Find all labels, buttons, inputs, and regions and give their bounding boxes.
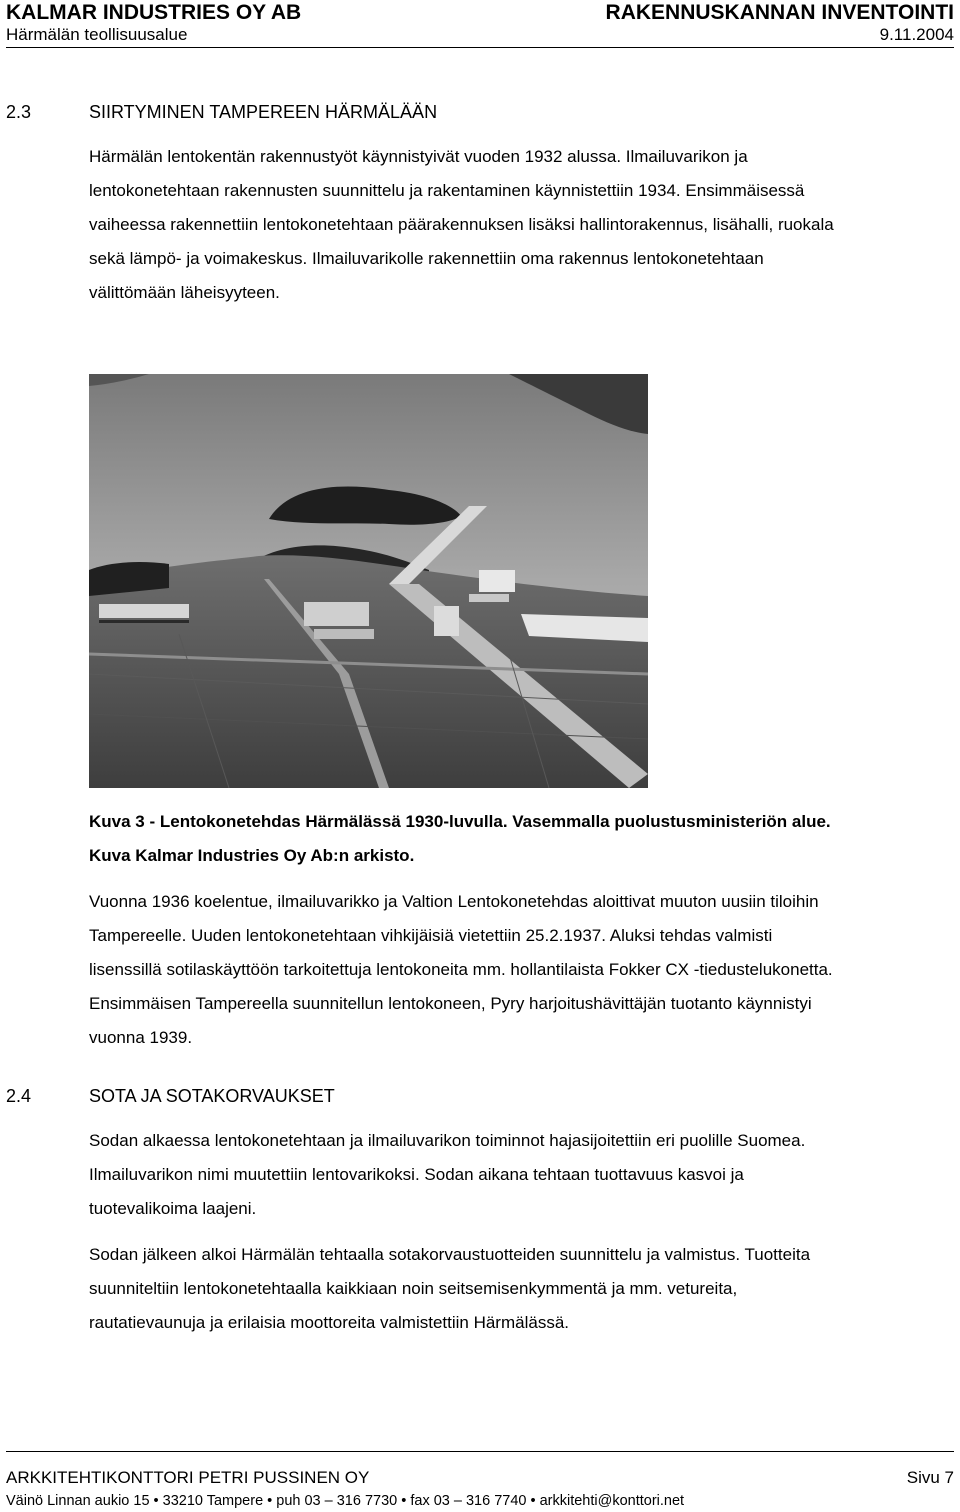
text-line: Ilmailuvarikon nimi muutettiin lentovarikoksi. Sodan aikana tehtaan tuottavuus kasvoi ja bbox=[89, 1165, 744, 1184]
text-line: lentokonetehtaan rakennusten suunnittelu ja rakentaminen käynnistettiin 1934. Ensimmäisessä bbox=[89, 181, 805, 200]
figure-caption bbox=[89, 805, 831, 873]
header-site: Härmälän teollisuusalue bbox=[6, 25, 188, 44]
text-line: lisenssillä sotilaskäyttöön tarkoitettuja lentokoneita mm. hollantilaista Fokker CX -tiedustelukonetta. bbox=[89, 960, 833, 979]
text-line: Vuonna 1936 koelentue, ilmailuvarikko ja Valtion Lentokonetehdas aloittivat muuton uusiin tiloihin bbox=[89, 892, 819, 911]
section-number-2-3: 2.3 bbox=[6, 102, 32, 122]
text-line: vaiheessa rakennettiin lentokonetehtaan päärakennuksen lisäksi hallintorakennus, lisähalli, ruokala bbox=[89, 215, 834, 234]
footer-rule bbox=[6, 1451, 954, 1452]
caption-line: Kuva Kalmar Industries Oy Ab:n arkisto. bbox=[89, 846, 415, 865]
footer-address: Väinö Linnan aukio 15 • 33210 Tampere • puh 03 – 316 7730 • fax 03 – 316 7740 • arkkitehti@konttori.net bbox=[6, 1493, 685, 1509]
header-doc-title: RAKENNUSKANNAN INVENTOINTI bbox=[605, 1, 954, 24]
text-line: sekä lämpö- ja voimakeskus. Ilmailuvarikolle rakennettiin oma rakennus lentokonetehtaan bbox=[89, 249, 764, 268]
header-company: KALMAR INDUSTRIES OY AB bbox=[6, 1, 302, 24]
text-line: rautatievaunuja ja erilaisia moottoreita valmistettiin Härmälässä. bbox=[89, 1313, 569, 1332]
text-line: Sodan jälkeen alkoi Härmälän tehtaalla sotakorvaustuotteiden suunnittelu ja valmistus. Tuotteita bbox=[89, 1245, 811, 1264]
text-line: tuotevalikoima laajeni. bbox=[89, 1199, 257, 1218]
text-line: välittömään läheisyyteen. bbox=[89, 283, 280, 302]
header-date: 9.11.2004 bbox=[879, 25, 954, 44]
paragraph-after-figure bbox=[89, 885, 833, 1055]
section-2-4-paragraph-2 bbox=[89, 1238, 810, 1340]
text-line: Ensimmäisen Tampereella suunnitellun lentokoneen, Pyry harjoitushävittäjän tuotanto käynnistyi bbox=[89, 994, 812, 1013]
footer-office: ARKKITEHTIKONTTORI PETRI PUSSINEN OY bbox=[6, 1468, 370, 1487]
text-line: Sodan alkaessa lentokonetehtaan ja ilmailuvarikon toiminnot hajasijoitettiin eri puolille Suomea. bbox=[89, 1131, 806, 1150]
text-line: Tampereelle. Uuden lentokonetehtaan vihkijäisiä vietettiin 25.2.1937. Aluksi tehdas valmisti bbox=[89, 926, 773, 945]
caption-line: Kuva 3 - Lentokonetehdas Härmälässä 1930-luvulla. Vasemmalla puolustusministeriön alue. bbox=[89, 812, 831, 831]
header-rule bbox=[6, 47, 954, 48]
text-line: vuonna 1939. bbox=[89, 1028, 193, 1047]
aerial-photo-factory bbox=[89, 374, 648, 788]
section-title-2-4: SOTA JA SOTAKORVAUKSET bbox=[89, 1086, 335, 1106]
text-line: suunniteltiin lentokonetehtaalla kaikkiaan noin seitsemisenkymmentä ja mm. vetureita, bbox=[89, 1279, 738, 1298]
section-number-2-4: 2.4 bbox=[6, 1086, 32, 1106]
section-title-2-3: SIIRTYMINEN TAMPEREEN HÄRMÄLÄÄN bbox=[89, 102, 438, 122]
section-2-3-paragraph bbox=[89, 140, 834, 310]
footer-page-number: Sivu 7 bbox=[906, 1468, 954, 1487]
section-2-4-paragraph-1 bbox=[89, 1124, 805, 1226]
text-line: Härmälän lentokentän rakennustyöt käynnistyivät vuoden 1932 alussa. Ilmailuvarikon ja bbox=[89, 147, 748, 166]
